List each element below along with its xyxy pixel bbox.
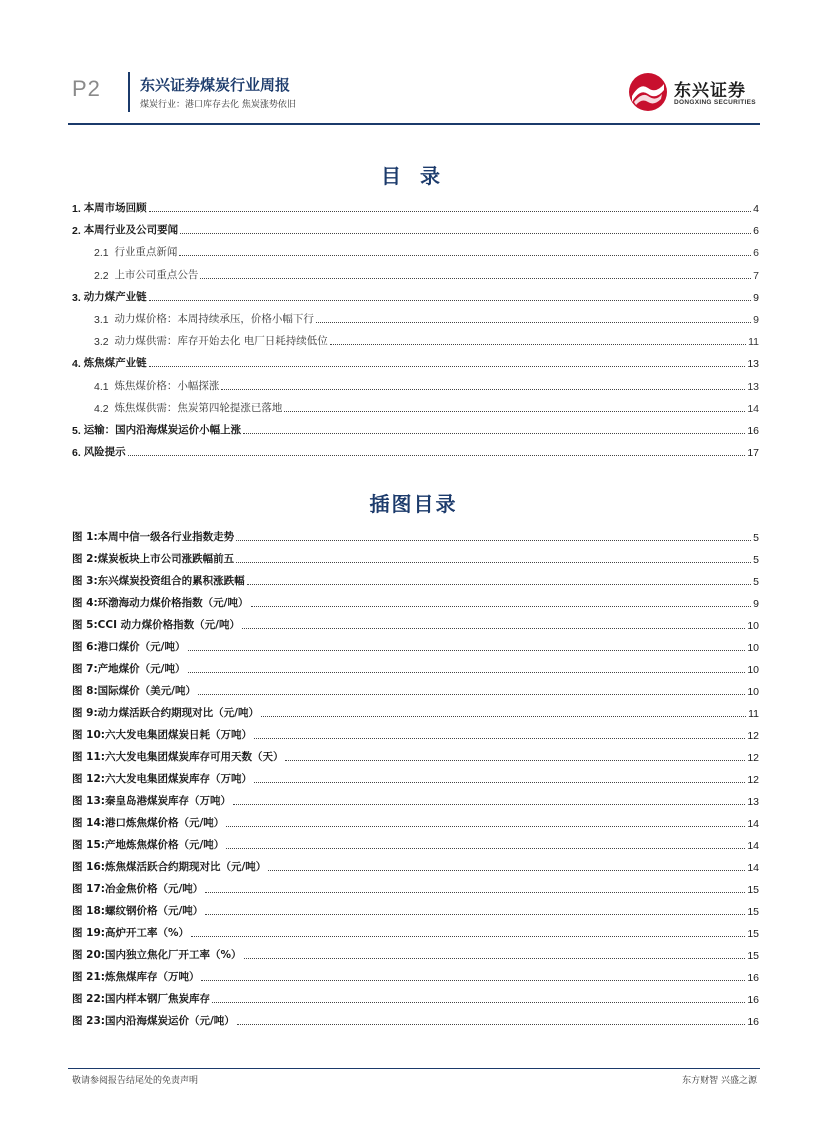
toc-entry-label: 炼焦煤产业链 (83, 357, 147, 370)
toc-entry-page: 16 (747, 425, 759, 437)
toc-entry-number: 3. (72, 291, 84, 304)
footer-disclaimer: 敬请参阅报告结尾处的免责声明 (72, 1076, 199, 1086)
dot-leader (205, 892, 745, 893)
dot-leader (149, 211, 751, 212)
dot-leader (268, 870, 745, 871)
dot-leader (261, 716, 746, 717)
dot-leader (285, 760, 745, 761)
figure-entry-page: 11 (748, 708, 759, 720)
toc-entry-page: 7 (753, 269, 759, 282)
footer-slogan: 东方财智 兴盛之源 (682, 1076, 757, 1086)
toc-entry-label: 炼焦煤供需：焦炭第四轮提涨已落地 (114, 401, 283, 414)
dot-leader (205, 914, 745, 915)
figure-entry[interactable] (72, 766, 759, 786)
toc-entry[interactable] (72, 439, 759, 459)
dot-leader (236, 540, 751, 541)
dot-leader (244, 958, 746, 959)
figure-entry[interactable] (72, 920, 759, 940)
figure-entry[interactable] (72, 898, 759, 918)
dot-leader (191, 936, 745, 937)
figure-entry-page: 5 (753, 576, 759, 588)
toc-entry-number: 1. (72, 203, 84, 215)
figure-entry[interactable] (72, 788, 759, 808)
figure-entry-label: 图 4:环渤海动力煤价格指数（元/吨） (72, 597, 249, 609)
logo-emblem-icon (628, 72, 668, 112)
footer-rule (68, 1068, 760, 1069)
toc-entry-label: 本周行业及公司要闻 (83, 224, 179, 237)
figure-entry-label: 图 18:螺纹钢价格（元/吨） (72, 905, 204, 917)
toc-entry-number: 3.2 (94, 336, 115, 349)
figure-entry[interactable] (72, 964, 759, 984)
figure-entry-page: 12 (747, 752, 759, 764)
dot-leader (188, 650, 746, 651)
figure-entry-page: 16 (747, 1016, 759, 1028)
header-rule (68, 123, 760, 125)
dot-leader (242, 628, 745, 629)
figure-entry-page: 14 (747, 840, 759, 852)
toc-entry-number: 3.1 (94, 314, 115, 326)
toc-entry-page: 14 (747, 402, 759, 415)
dot-leader (149, 300, 751, 301)
toc-entry-page: 6 (753, 225, 759, 238)
figure-entry[interactable] (72, 656, 759, 676)
report-title: 东兴证券煤炭行业周报 (140, 76, 291, 94)
figure-entry-page: 12 (747, 730, 759, 742)
toc-entry-label: 风险提示 (83, 446, 126, 459)
figure-entry-page: 16 (747, 994, 759, 1006)
dot-leader (226, 848, 745, 849)
figure-entry-page: 10 (747, 620, 759, 632)
header-divider (128, 72, 130, 112)
toc-entry-number: 4.1 (94, 380, 115, 393)
toc-entry[interactable] (72, 284, 759, 304)
toc-entry-number: 2. (72, 225, 84, 238)
toc-entry[interactable] (94, 373, 759, 393)
figure-entry[interactable] (72, 700, 759, 720)
figure-entry-label: 图 5:CCI 动力煤价格指数（元/吨） (72, 619, 240, 631)
figure-entry[interactable] (72, 942, 759, 962)
toc-entry-page: 11 (748, 336, 759, 349)
dot-leader (200, 278, 751, 279)
figure-entry-label: 图 21:炼焦煤库存（万吨） (72, 971, 200, 983)
figure-entry-page: 14 (747, 862, 759, 874)
toc-entry-number: 5. (72, 425, 84, 437)
dot-leader (198, 694, 745, 695)
figure-entry[interactable] (72, 832, 759, 852)
toc-entry-label: 动力煤价格：本周持续承压，价格小幅下行 (114, 313, 314, 325)
toc-entry-page: 9 (753, 291, 759, 304)
dot-leader (149, 366, 746, 367)
dot-leader (237, 1024, 746, 1025)
toc-entry-number: 4. (72, 358, 84, 371)
dot-leader (236, 562, 751, 563)
figure-entry-label: 图 1:本周中信一级各行业指数走势 (72, 531, 235, 543)
dot-leader (243, 433, 745, 434)
toc-entry-page: 17 (747, 447, 759, 460)
toc-entry[interactable] (72, 195, 759, 215)
toc-entry-page: 9 (753, 314, 759, 326)
figure-entry-label: 图 6:港口煤价（元/吨） (72, 641, 186, 653)
figure-entry-label: 图 13:秦皇岛港煤炭库存（万吨） (72, 795, 231, 807)
dot-leader (188, 672, 746, 673)
toc-entry-page: 4 (753, 203, 759, 215)
figure-entry-label: 图 8:国际煤价（美元/吨） (72, 685, 196, 697)
dot-leader (254, 738, 745, 739)
dot-leader (212, 1002, 745, 1003)
toc-entry-label: 运输：国内沿海煤炭运价小幅上涨 (83, 424, 242, 436)
dot-leader (221, 389, 745, 390)
page-header (0, 0, 827, 128)
figure-entry[interactable] (72, 722, 759, 742)
figure-entry[interactable] (72, 986, 759, 1006)
figure-entry[interactable] (72, 568, 759, 588)
figure-list-title: 插图目录 (369, 492, 458, 516)
figure-entry-page: 13 (747, 796, 759, 808)
figure-entry-page: 10 (747, 664, 759, 676)
figure-entry-label: 图 16:炼焦煤活跃合约期现对比（元/吨） (72, 861, 267, 873)
figure-entry-label: 图 20:国内独立焦化厂开工率（%） (72, 949, 242, 961)
figure-entry-label: 图 7:产地煤价（元/吨） (72, 663, 186, 675)
dot-leader (247, 584, 751, 585)
figure-entry-page: 10 (747, 642, 759, 654)
figure-entry-label: 图 10:六大发电集团煤炭日耗（万吨） (72, 729, 252, 741)
figure-entry[interactable] (72, 590, 759, 610)
dot-leader (254, 782, 745, 783)
toc-entry[interactable] (72, 417, 759, 437)
figure-entry[interactable] (72, 854, 759, 874)
toc-entry-page: 13 (747, 380, 759, 393)
figure-entry-page: 10 (747, 686, 759, 698)
logo-text-en: DONGXING SECURITIES (674, 99, 756, 106)
figure-entry-label: 图 19:高炉开工率（%） (72, 927, 189, 939)
figure-entry-page: 15 (747, 906, 759, 918)
dot-leader (284, 411, 745, 412)
figure-entry[interactable] (72, 810, 759, 830)
figure-entry-label: 图 11:六大发电集团煤炭库存可用天数（天） (72, 751, 284, 763)
dot-leader (226, 826, 745, 827)
figure-entry-page: 9 (753, 598, 759, 610)
toc-entry-label: 行业重点新闻 (114, 246, 178, 259)
company-logo (628, 70, 758, 116)
toc-entry[interactable] (94, 262, 759, 282)
figure-entry-label: 图 14:港口炼焦煤价格（元/吨） (72, 817, 225, 829)
dot-leader (330, 344, 746, 345)
toc-entry-label: 动力煤产业链 (83, 290, 147, 303)
toc-entry-page: 6 (753, 247, 759, 260)
figure-entry[interactable] (72, 678, 759, 698)
dot-leader (180, 233, 751, 234)
toc-entry[interactable] (72, 217, 759, 237)
figure-entry[interactable] (72, 744, 759, 764)
figure-entry-page: 5 (753, 554, 759, 566)
dot-leader (233, 804, 745, 805)
toc-entry-number: 2.2 (94, 269, 115, 282)
toc-entry[interactable] (72, 350, 759, 370)
figure-entry-label: 图 9:动力煤活跃合约期现对比（元/吨） (72, 707, 259, 719)
dot-leader (316, 322, 751, 323)
dot-leader (128, 455, 746, 456)
figure-entry-page: 15 (747, 928, 759, 940)
toc-entry-label: 炼焦煤价格：小幅探涨 (114, 379, 220, 392)
figure-entry-label: 图 17:冶金焦价格（元/吨） (72, 883, 204, 895)
figure-entry-page: 14 (747, 818, 759, 830)
figure-entry-label: 图 23:国内沿海煤炭运价（元/吨） (72, 1015, 235, 1027)
dot-leader (179, 255, 751, 256)
figure-entry-label: 图 2:煤炭板块上市公司涨跌幅前五 (72, 553, 235, 565)
report-subtitle: 煤炭行业：港口库存去化 焦炭涨势依旧 (140, 100, 296, 110)
figure-entry-label: 图 3:东兴煤炭投资组合的累积涨跌幅 (72, 575, 245, 587)
toc-entry[interactable] (94, 328, 759, 348)
toc-entry-number: 6. (72, 447, 84, 460)
figure-entry-page: 16 (747, 972, 759, 984)
dot-leader (251, 606, 752, 607)
toc-entry-label: 本周市场回顾 (83, 202, 147, 214)
figure-entry[interactable] (72, 876, 759, 896)
figure-entry-label: 图 15:产地炼焦煤价格（元/吨） (72, 839, 225, 851)
dot-leader (201, 980, 745, 981)
figure-entry[interactable] (72, 546, 759, 566)
logo-text-cn: 东兴证券 (674, 81, 746, 101)
figure-entry[interactable] (72, 524, 759, 544)
figure-entry[interactable] (72, 634, 759, 654)
figure-entry[interactable] (72, 612, 759, 632)
toc-entry-label: 动力煤供需：库存开始去化 电厂日耗持续低位 (114, 335, 328, 348)
figure-entry-label: 图 12:六大发电集团煤炭库存（万吨） (72, 773, 252, 785)
toc-entry-number: 2.1 (94, 247, 115, 260)
toc-entry[interactable] (94, 306, 759, 326)
figure-entry-page: 15 (747, 950, 759, 962)
figure-entry-page: 15 (747, 884, 759, 896)
toc-entry-label: 上市公司重点公告 (114, 268, 199, 281)
figure-entry-label: 图 22:国内样本钢厂焦炭库存 (72, 993, 210, 1005)
toc-entry[interactable] (94, 239, 759, 259)
toc-entry-number: 4.2 (94, 402, 115, 415)
figure-entry-page: 12 (747, 774, 759, 786)
figure-entry[interactable] (72, 1008, 759, 1028)
figure-entry-page: 5 (753, 532, 759, 544)
toc-entry[interactable] (94, 395, 759, 415)
toc-title: 目 录 (381, 164, 446, 188)
page-number: P2 (72, 76, 101, 101)
toc-entry-page: 13 (747, 358, 759, 371)
